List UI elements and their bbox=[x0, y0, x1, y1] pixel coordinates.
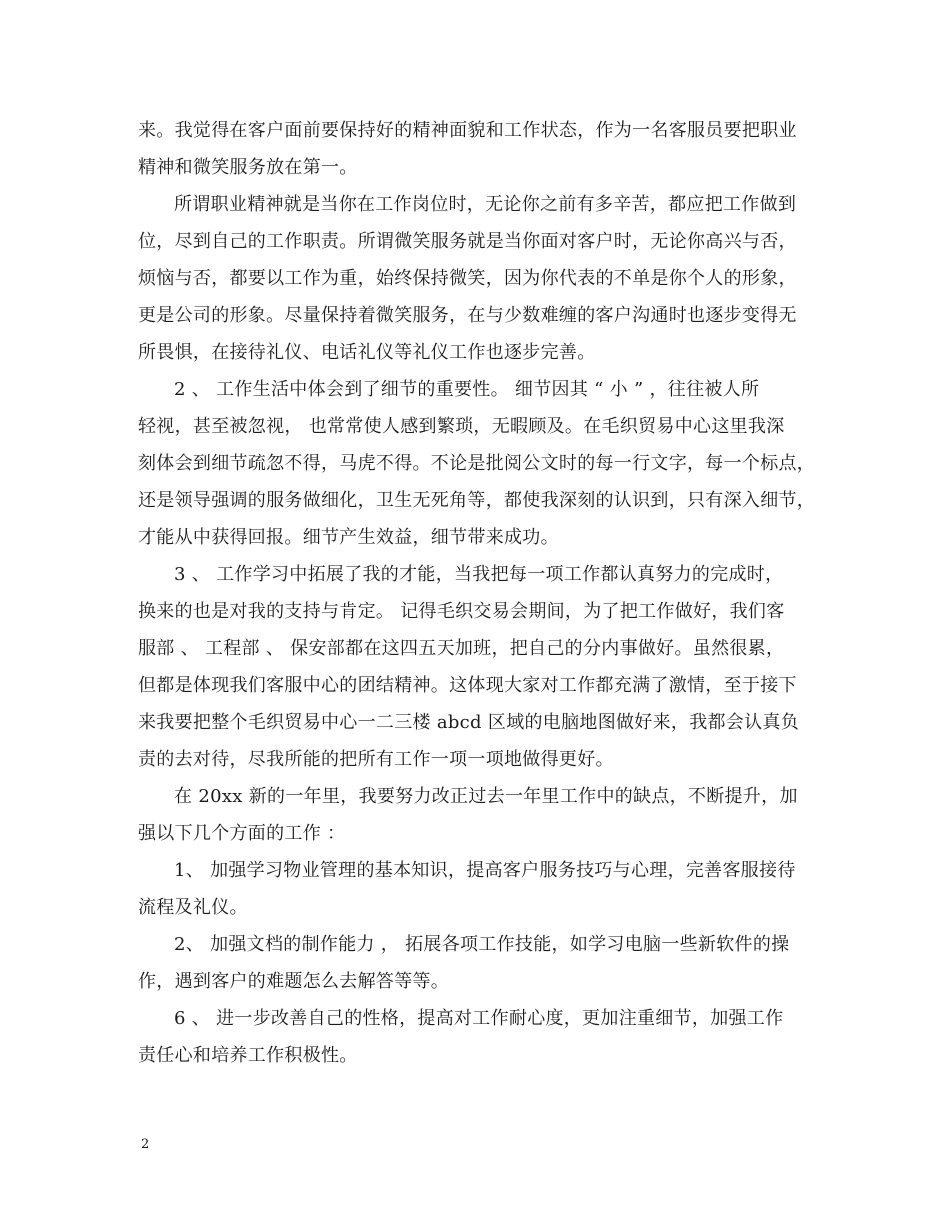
text-line: 服部 、 工程部 、 保安部都在这四五天加班，把自己的分内事做好。虽然很累， bbox=[138, 638, 785, 659]
page-number: 2 bbox=[141, 1137, 150, 1152]
text-line: 责的去对待，尽我所能的把所有工作一项一项地做得更好。 bbox=[138, 749, 614, 770]
text-line: 精神和微笑服务放在第一。 bbox=[138, 157, 358, 178]
text-line: 所谓职业精神就是当你在工作岗位时，无论你之前有多辛苦，都应把工作做到 bbox=[174, 194, 797, 215]
text-line: 刻体会到细节疏忽不得，马虎不得。不论是批阅公文时的每一行文字，每一个标点， bbox=[138, 453, 816, 474]
text-line: 2 、 工作生活中体会到了细节的重要性。 细节因其 “ 小 ” ，往往被人所 bbox=[174, 379, 760, 400]
text-line: 6 、 进一步改善自己的性格，提高对工作耐心度，更加注重细节，加强工作 bbox=[174, 1008, 784, 1029]
document-body bbox=[138, 112, 818, 1074]
text-line: 来我要把整个毛织贸易中心一二三楼 abcd 区域的电脑地图做好来，我都会认真负 bbox=[138, 712, 799, 733]
text-line: 1、 加强学习物业管理的基本知识，提高客户服务技巧与心理，完善客服接待 bbox=[174, 860, 796, 881]
text-line: 才能从中获得回报。细节产生效益，细节带来成功。 bbox=[138, 527, 559, 548]
text-line: 换来的也是对我的支持与肯定。 记得毛织交易会期间，为了把工作做好，我们客 bbox=[138, 601, 785, 622]
text-line: 所畏惧，在接待礼仪、电话礼仪等礼仪工作也逐步完善。 bbox=[138, 342, 596, 363]
text-line: 更是公司的形象。尽量保持着微笑服务，在与少数难缠的客户沟通时也逐步变得无 bbox=[138, 305, 797, 326]
text-line: 来。我觉得在客户面前要保持好的精神面貌和工作状态，作为一名客服员要把职业 bbox=[138, 120, 797, 141]
text-line: 责任心和培养工作积极性。 bbox=[138, 1045, 358, 1066]
text-line: 还是领导强调的服务做细化，卫生无死角等，都使我深刻的认识到，只有深入细节， bbox=[138, 490, 816, 511]
text-line: 3 、 工作学习中拓展了我的才能，当我把每一项工作都认真努力的完成时， bbox=[174, 564, 784, 585]
text-line: 位，尽到自己的工作职责。所谓微笑服务就是当你面对客户时，无论你高兴与否， bbox=[138, 231, 797, 252]
text-line: 强以下几个方面的工作 ： bbox=[138, 823, 346, 844]
text-line: 流程及礼仪。 bbox=[138, 897, 248, 918]
text-line: 但都是体现我们客服中心的团结精神。这体现大家对工作都充满了激情，至于接下 bbox=[138, 675, 797, 696]
text-line: 轻视，甚至被忽视， 也常常使人感到繁琐，无暇顾及。在毛织贸易中心这里我深 bbox=[138, 416, 785, 437]
text-line: 2、 加强文档的制作能力 ， 拓展各项工作技能，如学习电脑一些新软件的操 bbox=[174, 934, 790, 955]
text-line: 作，遇到客户的难题怎么去解答等等。 bbox=[138, 971, 450, 992]
text-line: 在 20xx 新的一年里，我要努力改正过去一年里工作中的缺点，不断提升，加 bbox=[174, 786, 798, 807]
text-line: 烦恼与否，都要以工作为重，始终保持微笑，因为你代表的不单是你个人的形象， bbox=[138, 268, 797, 289]
